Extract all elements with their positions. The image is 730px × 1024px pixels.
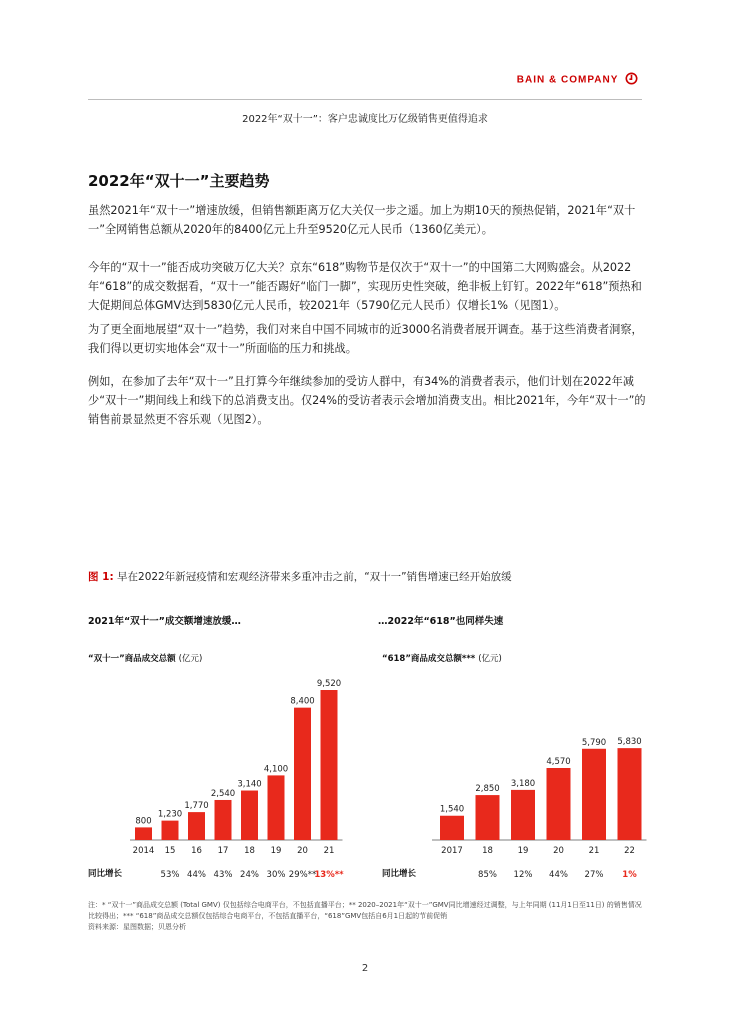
chart-right-growth-value: 1% [622, 870, 637, 880]
body-paragraph-3: 为了更全面地展望“双十一”趋势，我们对来自中国不同城市的近3000名消费者展开调查。基于这些消费者洞察，我们得以更切实地体会“双十一”所面临的压力和挑战。 [88, 323, 643, 355]
chart-left [130, 665, 360, 894]
chart-right-value-label: 1,540 [439, 804, 465, 815]
chart-left-axis-title [88, 652, 202, 664]
chart-left-tick-label: 15 [164, 846, 176, 856]
body-paragraph-4: 例如，在参加了去年“双十一”且打算今年继续参加的受访人群中，有34%的消费者表示，他们计划在2022年减少“双十一”期间线上和线下的总消费支出。仅24%的受访者表示会增加消费支出。相比2021年，今年“双十一”的销售前景显然更不容乐观（见图2）。 [88, 375, 646, 426]
chart-right-growth-value: 12% [513, 870, 533, 880]
chart-right-value-label: 2,850 [475, 784, 500, 795]
chart-left-value-label: 800 [135, 816, 152, 827]
chart-right-bar [511, 790, 535, 840]
chart-right-tick-label: 18 [482, 846, 493, 856]
chart-right-value-label: 5,790 [581, 737, 607, 748]
figure-title [88, 569, 512, 584]
chart-left-growth-value: 30% [266, 870, 286, 880]
body-paragraph-1: 虽然2021年“双十一”增速放缓，但销售额距离万亿大关仅一步之遥。加上为期10天的预热促销，2021年“双十一”全网销售总额从2020年的8400亿元上升至9520亿元人民币（1360亿美元）。 [88, 204, 636, 236]
chart-right-axis-title [382, 652, 502, 664]
chart-right-bar [440, 816, 464, 840]
chart-left-svg [130, 665, 360, 890]
footnotes [88, 900, 648, 933]
chart-left-growth-value: 24% [240, 870, 259, 880]
chart-left-value-label: 9,520 [316, 679, 342, 689]
chart-left-bar [188, 812, 205, 840]
chart-left-growth-value: 53% [160, 870, 180, 880]
source-text: 资料来源：星图数据；贝恩分析 [88, 923, 186, 931]
chart-left-bar [294, 708, 311, 840]
chart-left-tick-label: 2014 [132, 846, 155, 856]
header-divider [88, 99, 642, 100]
body-paragraph-2: 今年的“双十一”能否成功突破万亿大关？京东“618”购物节是仅次于“双十一”的中国第二大网购盛会。从2022年“618”的成交数据看，“双十一”能否踢好“临门一脚”，实现历史性突破，绝非板上钉钉。2022年“618”预热和大促期间总体GMV达到5830亿元人民币，较2021年（5790亿元人民币）仅增长1%（见图1）。 [88, 261, 642, 312]
chart-left-growth-label: 同比增长 [88, 869, 123, 879]
chart-right-unit: (亿元) [478, 654, 502, 664]
chart-left-bar [215, 800, 232, 840]
chart-right-tick-label: 22 [624, 846, 635, 856]
chart-right-growth-value: 44% [549, 870, 568, 880]
chart-right-svg [432, 665, 652, 890]
chart-right-growth-value: 27% [584, 870, 604, 880]
brand-name: BAIN & COMPANY [516, 74, 619, 86]
section-title: 2022年“双十一”主要趋势 [88, 172, 270, 190]
chart-right-bar [547, 768, 571, 840]
chart-left-bar [268, 775, 285, 840]
page-number: 2 [361, 963, 369, 974]
chart-left-title: 2021年“双十一”成交额增速放缓… [88, 616, 241, 627]
chart-left-value-label: 1,230 [157, 809, 183, 820]
chart-left-bar [162, 821, 179, 840]
chart-left-bar [241, 791, 258, 840]
chart-left-growth-value: 43% [213, 870, 233, 880]
chart-left-growth-value: 44% [187, 870, 206, 880]
chart-right-bar [476, 795, 500, 840]
chart-left-bar [135, 827, 152, 840]
chart-left-tick-label: 20 [297, 846, 308, 856]
chart-right-bar [582, 749, 606, 840]
chart-right-tick-label: 21 [588, 846, 600, 856]
chart-right-growth-label: 同比增长 [382, 869, 417, 879]
chart-left-value-label: 4,100 [263, 764, 289, 775]
figure-label: 图 1: [88, 571, 114, 583]
chart-left-value-label: 8,400 [290, 696, 315, 707]
chart-right-bar [618, 748, 642, 840]
chart-left-value-label: 2,540 [210, 788, 236, 799]
chart-right-value-label: 5,830 [617, 737, 642, 748]
chart-left-tick-label: 18 [244, 846, 255, 856]
report-subtitle: 2022年“双十一”：客户忠诚度比万亿级销售更值得追求 [242, 114, 488, 125]
chart-right-tick-label: 2017 [441, 846, 463, 856]
chart-left-tick-label: 16 [191, 846, 202, 856]
chart-left-growth-value: 29%** [288, 870, 317, 880]
chart-right-growth-value: 85% [478, 870, 497, 880]
chart-left-value-label: 3,140 [237, 779, 262, 790]
chart-left-unit: (亿元) [178, 654, 203, 664]
chart-right-ylabel: “618”商品成交总额*** [382, 654, 476, 664]
chart-left-bar [321, 690, 338, 840]
chart-left-value-label: 1,770 [184, 801, 209, 812]
footnote-text: 注：* “双十一”商品成交总额 (Total GMV) 仅包括综合电商平台，不包括直播平台；** 2020–2021年“双十一”GMV同比增速经过调整，与上年同期 (11月1日至11日) 的销售情况比较得出；*** “618”商品成交总额仅包括综合电商平台，不包括直播平台，“618”GMV包括自6月1日起的节前促销 [88, 901, 642, 920]
chart-right-title: …2022年“618”也同样失速 [378, 616, 504, 627]
chart-right [432, 665, 652, 894]
chart-right-value-label: 4,570 [546, 756, 571, 767]
chart-left-growth-value: 13%** [314, 870, 344, 880]
chart-left-tick-label: 21 [323, 846, 335, 856]
chart-left-tick-label: 19 [270, 846, 282, 856]
figure-caption: 早在2022年新冠疫情和宏观经济带来多重冲击之前，“双十一”销售增速已经开始放缓 [117, 571, 512, 583]
chart-right-value-label: 3,180 [510, 778, 536, 789]
bain-circle-logo-icon [625, 72, 638, 88]
chart-right-tick-label: 19 [517, 846, 529, 856]
brand-logo [0, 72, 730, 88]
chart-left-tick-label: 17 [217, 846, 229, 856]
chart-right-tick-label: 20 [553, 846, 564, 856]
chart-left-ylabel: “双十一”商品成交总额 [88, 654, 176, 664]
